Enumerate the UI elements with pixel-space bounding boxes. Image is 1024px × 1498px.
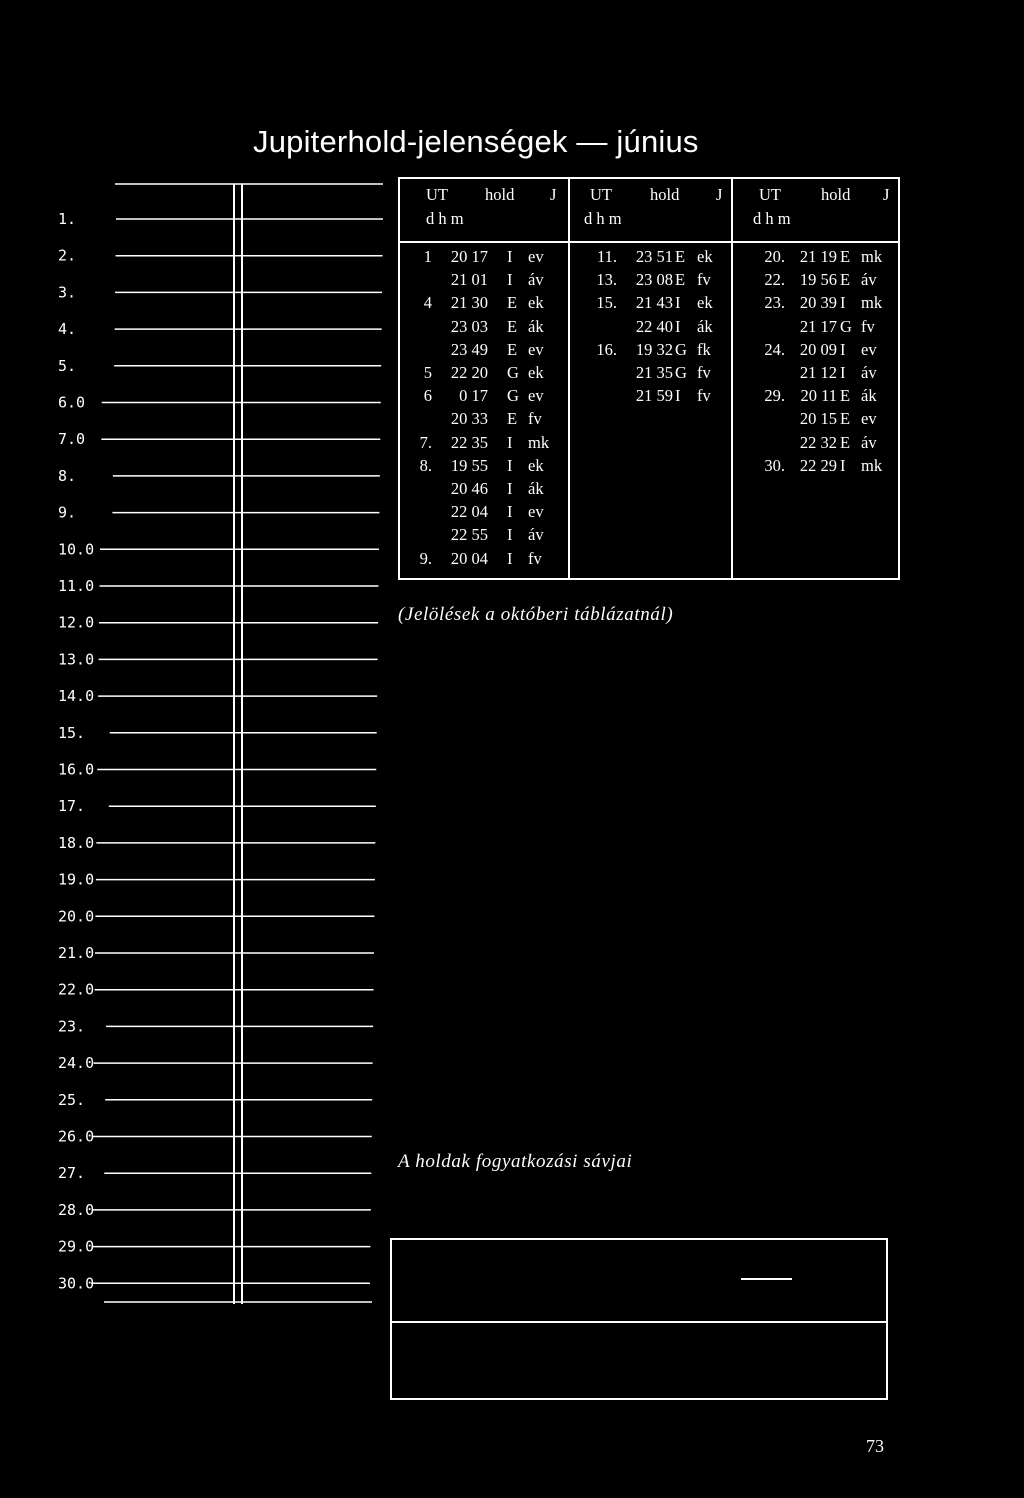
cell-moon: G <box>507 386 519 406</box>
cell-time: 22 40 <box>635 316 673 336</box>
cell-day: 9. <box>419 548 432 568</box>
cell-phenomenon: fv <box>697 386 711 406</box>
legend-note: (Jelölések a októberi táblázatnál) <box>398 604 674 625</box>
cell-phenomenon: ák <box>861 386 877 406</box>
day-label: 25. <box>58 1090 86 1109</box>
cell-moon: G <box>507 363 519 382</box>
table-row <box>733 384 900 407</box>
table-row <box>570 361 733 384</box>
table-row <box>733 315 900 338</box>
cell-time: 22 29 <box>799 455 837 475</box>
cell-time: 23 08 <box>635 270 673 290</box>
cell-moon: E <box>840 432 851 452</box>
day-label: 26.0 <box>58 1127 95 1146</box>
table-row <box>733 361 900 384</box>
cell-moon: E <box>507 339 518 359</box>
header-dhm: d h m <box>584 209 622 228</box>
cell-day: 13. <box>596 270 617 290</box>
table-row <box>570 245 733 268</box>
cell-day: 30. <box>764 455 785 475</box>
cell-time: 21 01 <box>450 270 488 290</box>
cell-phenomenon: fv <box>697 270 711 290</box>
cell-time: 20 46 <box>450 479 488 498</box>
cell-phenomenon: ek <box>697 247 713 266</box>
cell-day: 5 <box>423 363 432 382</box>
cell-phenomenon: ev <box>861 339 877 359</box>
table-row <box>400 315 568 338</box>
cell-phenomenon: ev <box>861 409 877 429</box>
cell-phenomenon: ek <box>697 293 713 313</box>
header-ut: UT <box>759 185 781 204</box>
table-header <box>400 179 568 243</box>
cell-moon: E <box>507 316 518 336</box>
day-label: 29.0 <box>58 1237 95 1256</box>
cell-phenomenon: ek <box>528 293 544 313</box>
cell-time: 20 39 <box>799 293 837 313</box>
header-dhm: d h m <box>426 209 464 228</box>
cell-phenomenon: mk <box>861 293 883 313</box>
cell-time: 21 17 <box>799 316 837 336</box>
day-label: 15. <box>58 723 86 742</box>
cell-phenomenon: mk <box>861 455 883 475</box>
cell-time: 20 15 <box>799 409 837 429</box>
day-label: 2. <box>58 246 77 265</box>
cell-moon: I <box>840 293 846 313</box>
day-label: 24.0 <box>58 1054 95 1073</box>
cell-moon: E <box>675 247 686 266</box>
cell-phenomenon: áv <box>528 270 544 290</box>
eclipse-bands-caption: A holdak fogyatkozási sávjai <box>398 1151 633 1172</box>
cell-time: 20 17 <box>450 247 488 266</box>
cell-moon: E <box>840 386 851 406</box>
cell-moon: G <box>840 316 852 336</box>
cell-moon: I <box>840 339 846 359</box>
header-j: J <box>883 185 890 204</box>
cell-phenomenon: fv <box>528 409 542 429</box>
table-row <box>400 500 568 523</box>
cell-time: 20 04 <box>450 548 488 568</box>
cell-moon: I <box>507 247 513 266</box>
day-label: 4. <box>58 320 77 339</box>
table-row <box>570 291 733 314</box>
day-label: 9. <box>58 503 77 522</box>
cell-day: 22. <box>764 270 785 290</box>
table-row <box>400 361 568 384</box>
cell-time: 22 35 <box>450 432 488 452</box>
day-label: 1. <box>58 210 77 228</box>
page-title: Jupiterhold-jelenségek — június <box>253 124 699 159</box>
table-column <box>731 179 900 578</box>
day-label: 28.0 <box>58 1200 95 1219</box>
table-row <box>400 547 568 570</box>
cell-time: 21 35 <box>635 363 673 382</box>
table-header <box>570 179 733 243</box>
cell-phenomenon: ek <box>528 363 544 382</box>
table-row <box>400 245 568 268</box>
eclipse-band-mark <box>741 1278 792 1280</box>
table-row <box>733 245 900 268</box>
cell-phenomenon: ák <box>697 316 713 336</box>
cell-phenomenon: mk <box>528 432 550 452</box>
cell-moon: I <box>507 548 513 568</box>
cell-day: 6 <box>423 386 432 406</box>
table-row <box>733 268 900 291</box>
cell-moon: G <box>675 363 687 382</box>
cell-day: 16. <box>596 339 617 359</box>
cell-phenomenon: mk <box>861 247 883 266</box>
table-row <box>400 477 568 500</box>
table-row <box>570 268 733 291</box>
table-row <box>400 268 568 291</box>
cell-moon: E <box>675 270 686 290</box>
table-row <box>733 407 900 430</box>
header-ut: UT <box>426 185 448 204</box>
day-label: 14.0 <box>58 687 95 706</box>
cell-moon: I <box>840 455 846 475</box>
cell-time: 23 03 <box>450 316 488 336</box>
table-row <box>400 523 568 546</box>
cell-day: 7. <box>419 432 432 452</box>
day-label: 6.0 <box>58 393 86 412</box>
cell-day: 8. <box>419 455 432 475</box>
cell-phenomenon: ev <box>528 247 544 266</box>
day-label: 30.0 <box>58 1274 95 1293</box>
cell-day: 23. <box>764 293 785 313</box>
cell-time: 21 12 <box>799 363 837 382</box>
cell-day: 4 <box>423 293 432 313</box>
cell-time: 21 30 <box>450 293 488 313</box>
eclipse-bands-box <box>390 1238 888 1400</box>
table-row <box>400 454 568 477</box>
cell-time: 23 49 <box>450 339 488 359</box>
cell-phenomenon: ev <box>528 502 544 522</box>
cell-moon: I <box>507 455 513 475</box>
cell-moon: E <box>507 409 518 429</box>
day-label: 23. <box>58 1017 86 1036</box>
cell-day: 29. <box>764 386 785 406</box>
cell-time: 20 11 <box>800 386 837 406</box>
cell-phenomenon: áv <box>861 432 877 452</box>
cell-phenomenon: fk <box>697 339 711 359</box>
cell-phenomenon: fv <box>861 316 875 336</box>
cell-time: 22 32 <box>799 432 837 452</box>
cell-moon: I <box>507 270 513 290</box>
cell-moon: I <box>675 316 681 336</box>
cell-phenomenon: ák <box>528 479 544 498</box>
box-divider <box>392 1321 886 1323</box>
day-label: 21.0 <box>58 944 95 962</box>
cell-time: 19 32 <box>635 339 673 359</box>
table-row <box>570 315 733 338</box>
cell-time: 19 55 <box>450 455 488 475</box>
cell-day: 20. <box>764 247 785 266</box>
cell-time: 21 43 <box>635 293 673 313</box>
cell-moon: I <box>675 386 681 406</box>
cell-moon: E <box>840 409 851 429</box>
day-label: 16.0 <box>58 760 95 779</box>
cell-day: 15. <box>596 293 617 313</box>
cell-time: 21 59 <box>635 386 673 406</box>
day-label: 10.0 <box>58 540 95 559</box>
day-label: 27. <box>58 1164 86 1183</box>
cell-time: 0 17 <box>459 386 488 406</box>
table-row <box>570 338 733 361</box>
day-label: 8. <box>58 466 77 485</box>
day-label: 11.0 <box>58 577 95 595</box>
cell-moon: I <box>507 525 513 545</box>
table-row <box>733 454 900 477</box>
cell-time: 22 20 <box>450 363 488 382</box>
table-column <box>400 179 568 578</box>
table-row <box>733 431 900 454</box>
cell-phenomenon: ák <box>528 316 544 336</box>
cell-phenomenon: fv <box>697 363 711 382</box>
cell-day: 24. <box>764 339 785 359</box>
header-ut: UT <box>590 185 612 204</box>
day-label: 20.0 <box>58 907 95 926</box>
header-hold: hold <box>821 185 851 204</box>
cell-time: 21 19 <box>799 247 837 266</box>
header-hold: hold <box>650 185 680 204</box>
table-row <box>400 431 568 454</box>
page-number: 73 <box>866 1436 884 1456</box>
cell-day: 11. <box>596 247 617 266</box>
cell-phenomenon: áv <box>861 270 877 290</box>
cell-time: 22 04 <box>450 502 488 522</box>
table-row <box>400 291 568 314</box>
cell-phenomenon: ek <box>528 455 544 475</box>
cell-moon: G <box>675 339 687 359</box>
cell-phenomenon: ev <box>528 339 544 359</box>
table-row <box>570 384 733 407</box>
day-label: 12.0 <box>58 613 95 632</box>
cell-moon: I <box>507 479 513 498</box>
table-row <box>733 291 900 314</box>
table-row <box>400 407 568 430</box>
table-column <box>568 179 733 578</box>
cell-phenomenon: ev <box>528 386 544 406</box>
table-row <box>733 338 900 361</box>
day-label: 5. <box>58 356 77 375</box>
cell-time: 20 09 <box>799 339 837 359</box>
phenomena-table <box>398 177 900 580</box>
cell-day: 1 <box>423 247 432 266</box>
cell-time: 19 56 <box>799 270 837 290</box>
day-label: 7.0 <box>58 430 86 449</box>
cell-phenomenon: fv <box>528 548 542 568</box>
day-label: 19.0 <box>58 870 95 889</box>
cell-phenomenon: áv <box>528 525 544 545</box>
day-label: 18.0 <box>58 833 95 852</box>
header-j: J <box>716 185 723 204</box>
cell-moon: I <box>507 502 513 522</box>
header-j: J <box>550 185 557 204</box>
day-label: 13.0 <box>58 650 95 669</box>
cell-time: 22 55 <box>450 525 488 545</box>
header-dhm: d h m <box>753 209 791 228</box>
cell-moon: I <box>507 432 513 452</box>
day-label: 22.0 <box>58 980 95 999</box>
day-label: 3. <box>58 283 77 302</box>
day-label: 17. <box>58 797 86 816</box>
table-row <box>400 338 568 361</box>
table-header <box>733 179 900 243</box>
cell-moon: E <box>507 293 518 313</box>
header-hold: hold <box>485 185 515 204</box>
cell-time: 20 33 <box>450 409 488 429</box>
cell-phenomenon: áv <box>861 363 877 382</box>
cell-moon: E <box>840 247 851 266</box>
cell-time: 23 51 <box>635 247 673 266</box>
table-row <box>400 384 568 407</box>
cell-moon: I <box>840 363 846 382</box>
cell-moon: E <box>840 270 851 290</box>
cell-moon: I <box>675 293 681 313</box>
